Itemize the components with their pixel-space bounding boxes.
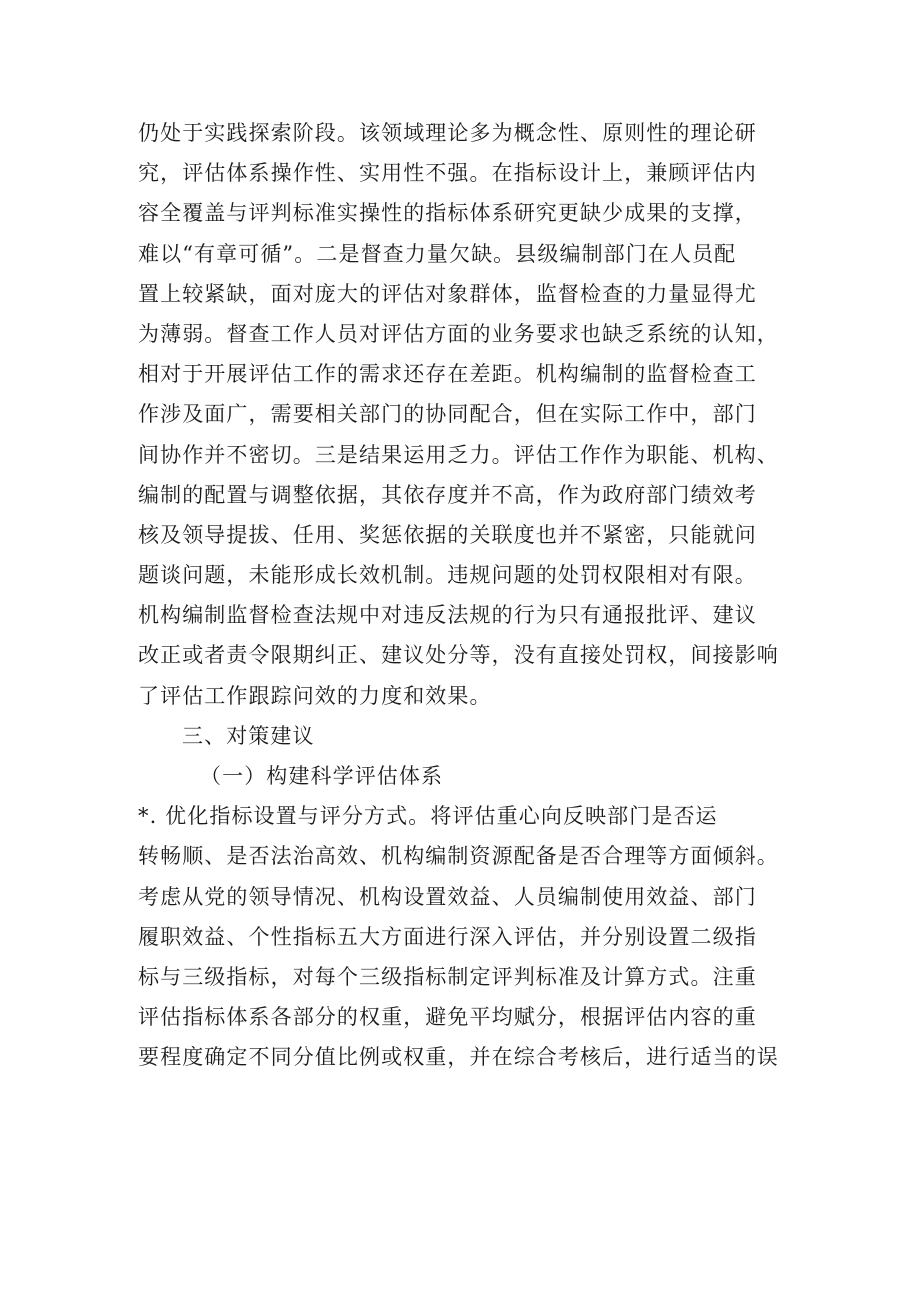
text-line: 编制的配置与调整依据，其依存度并不高，作为政府部门绩效考 bbox=[138, 482, 757, 507]
text-line: 究，评估体系操作性、实用性不强。在指标设计上，兼顾评估内 bbox=[138, 161, 757, 186]
text-line: 要程度确定不同分值比例或权重，并在综合考核后，进行适当的误 bbox=[138, 1045, 779, 1070]
text-line: 履职效益、个性指标五大方面进行深入评估，并分别设置二级指 bbox=[138, 924, 757, 949]
text-line: 容全覆盖与评判标准实操性的指标体系研究更缺少成果的支撑， bbox=[138, 201, 757, 226]
document-body bbox=[138, 113, 798, 1078]
text-line: 核及领导提拔、任用、奖惩依据的关联度也并不紧密，只能就问 bbox=[138, 522, 757, 547]
text-line: 置上较紧缺，面对庞大的评估对象群体，监督检查的力量显得尤 bbox=[138, 281, 757, 306]
text-line: 了评估工作跟踪问效的力度和效果。 bbox=[138, 683, 492, 708]
text-line: 改正或者责令限期纠正、建议处分等，没有直接处罚权，间接影响 bbox=[138, 643, 779, 668]
text-line: 为薄弱。督查工作人员对评估方面的业务要求也缺乏系统的认知， bbox=[138, 321, 779, 346]
text-line: 转畅顺、是否法治高效、机构编制资源配备是否合理等方面倾斜。 bbox=[138, 844, 779, 869]
text-line: 题谈问题，未能形成长效机制。违规问题的处罚权限相对有限。 bbox=[138, 563, 757, 588]
text-line: 作涉及面广，需要相关部门的协同配合，但在实际工作中，部门 bbox=[138, 402, 757, 427]
text-line: 评估指标体系各部分的权重，避免平均赋分，根据评估内容的重 bbox=[138, 1005, 757, 1030]
text-line: 仍处于实践探索阶段。该领域理论多为概念性、原则性的理论研 bbox=[138, 121, 757, 145]
text-line: 相对于开展评估工作的需求还存在差距。机构编制的监督检查工 bbox=[138, 362, 757, 387]
text-line: 难以“有章可循”。二是督查力量欠缺。县级编制部门在人员配 bbox=[138, 241, 737, 266]
paragraph-recommendation bbox=[138, 796, 798, 1077]
section-heading: 三、对策建议 bbox=[182, 723, 315, 748]
text-line: 标与三级指标，对每个三级指标制定评判标准及计算方式。注重 bbox=[138, 964, 757, 989]
text-line: 机构编制监督检查法规中对违反法规的行为只有通报批评、建议 bbox=[138, 603, 757, 628]
text-line: 考虑从党的领导情况、机构设置效益、人员编制使用效益、部门 bbox=[138, 884, 757, 909]
subsection-heading: （一）构建科学评估体系 bbox=[200, 764, 444, 788]
text-line: *. 优化指标设置与评分方式。将评估重心向反映部门是否运 bbox=[138, 804, 718, 829]
paragraph-problems bbox=[138, 113, 798, 716]
text-line: 间协作并不密切。三是结果运用乏力。评估工作作为职能、机构、 bbox=[138, 442, 779, 467]
